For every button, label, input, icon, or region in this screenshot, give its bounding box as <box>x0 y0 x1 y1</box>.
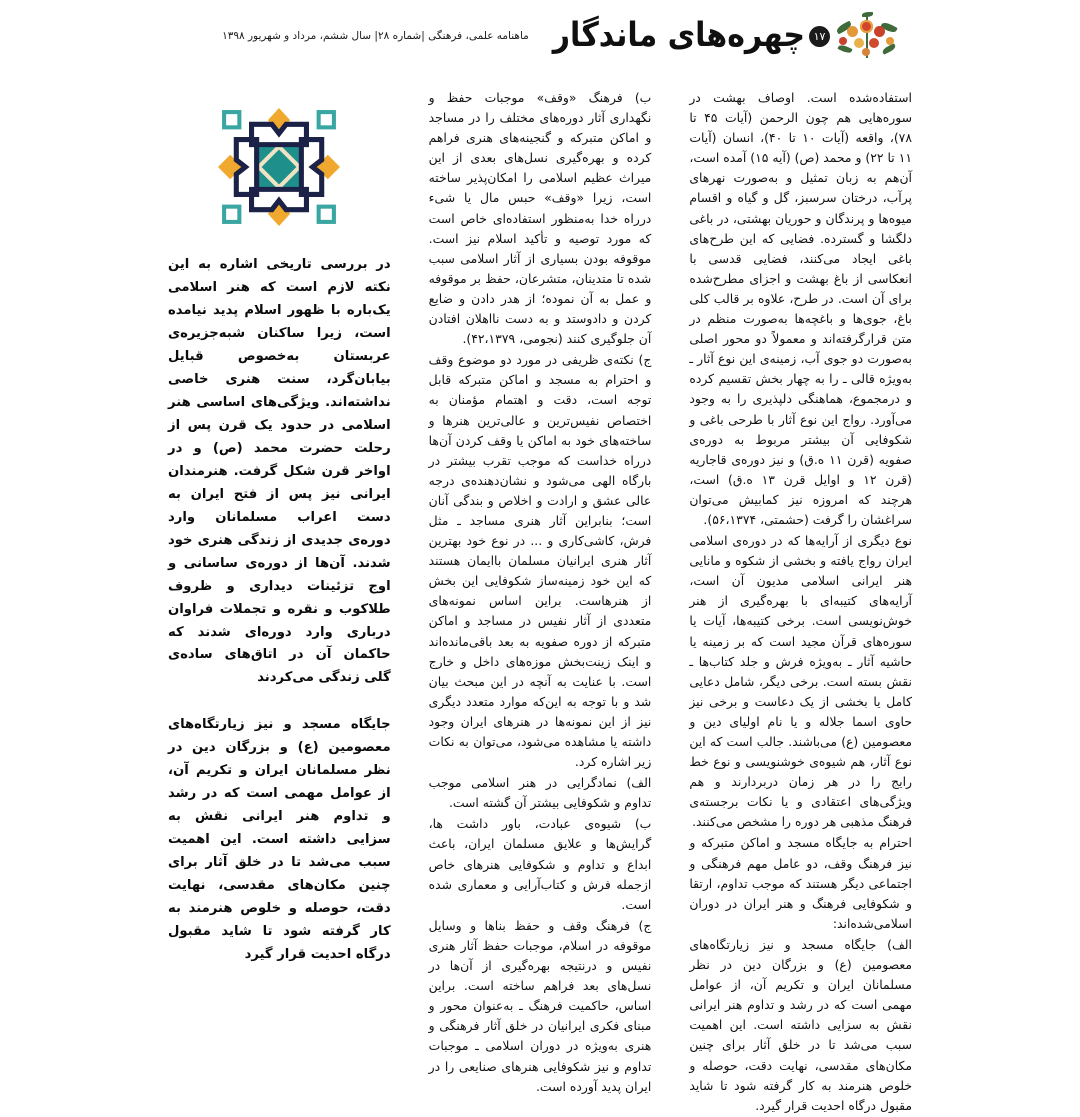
ornament-container <box>168 106 391 228</box>
issue-info-line: ماهنامه علمی، فرهنگی |شماره ۲۸| سال ششم، مرداد و شهریور ۱۳۹۸ <box>222 30 529 42</box>
paragraph: احترام به جایگاه مسجد و اماکن متبرکه و نیز فرهنگ وقف، دو عامل مهم فرهنگی و اجتماعی دیگر هستند که موجب تداوم، ارتقا و شکوفایی فرهنگ و هنر ایران در دوران اسلامی‌شده‌اند: <box>689 835 912 931</box>
article-columns <box>167 88 913 1113</box>
paragraph: نوع دیگری از آرایه‌ها که در دوره‌ی اسلامی ایران رواج یافته و بخشی از شکوه و مانایی هنر ایرانی اسلامی مدیون آن است، آرایه‌های کتیبه‌ای با بهره‌گیری از هنر خوش‌نویسی است. برخی کتیبه‌ها، آیات یا سوره‌های قرآن مجید است که بر زمینه یا حاشیه آثار ـ به‌ویژه فرش و جلد کتاب‌ها ـ نقش بسته است. برخی دیگر، شامل دعایی کامل یا بخشی از یک دعاست و برخی نیز حاوی اسما جلاله و یا نام اولیای دین و معصومین (ع) می‌باشند. جالب است که این نوع آثار، هم شیوه‌ی خوشنویسی و نوع خط رایج را در هر زمان دربردارند و هم ویژگی‌های اعتقادی و یا نکات برجسته‌ی فرهنگ مذهبی هر دوره را مشخص می‌کنند. <box>689 533 912 830</box>
magazine-logo <box>553 10 900 62</box>
lead-paragraph: جایگاه مسجد و نیز زیارتگاه‌های معصومین (ع) و بزرگان دین در نظر مسلمانان ایران و تکریم آن، از عوامل مهمی است که در رشد و تداوم هنر ایرانی نقش به سزایی داشته است. این اهمیت سبب می‌شد تا در خلق آثار برای چنین مکان‌های مقدسی، نهایت دقت، حوصله و خلوص هنرمند به کار گرفته شود تا شاید مقبول درگاه احدیت قرار گیرد <box>167 717 391 963</box>
masthead <box>170 0 900 72</box>
column-right <box>689 88 912 1117</box>
floral-ornament-icon <box>834 10 900 62</box>
paragraph-spacer <box>168 700 391 714</box>
paragraph: ب) فرهنگ «وقف» موجبات حفظ و نگهداری آثار دوره‌های مختلف را در مساجد و اماکن متبرکه و گنجینه‌های هنری فراهم کرده و بهره‌گیری نسل‌های بعدی از این میراث عظیم اسلامی را امکان‌پذیر ساخته است، زیرا «وقف» حبس مال یا شیء درراه خدا به‌منظور استفاده‌ای خاص است که مورد توصیه و تأکید اسلام نیز است. موقوفه بودن بسیاری از آثار اسلامی سبب شده تا متدینان، متشرعان، حفظ بر موقوفه و عمل به آن نموده؛ از هدر دادن و ضایع کردن و دادوستد و به دست نااهلان افتادن آن جلوگیری کنند (نجومی، ۴۲،۱۳۷۹). <box>428 90 652 347</box>
column-middle <box>429 88 652 1098</box>
paragraph: ب) شیوه‌ی عبادت، باور داشت ها، گرایش‌ها و علایق مسلمان ایران، باعث ابداع و تداوم و شکوفایی هنرهای خاص ازجمله فرش و کتاب‌آرایی و معماری شده است. <box>428 816 652 912</box>
page-number-badge: ۱۷ <box>809 26 830 47</box>
magazine-wordmark: چهره‌های ماندگار <box>552 15 805 56</box>
paragraph: ج) فرهنگ وقف و حفظ بناها و وسایل موقوفه در اسلام، موجبات حفظ آثار هنری نفیس و درنتیجه بهره‌گیری از آن‌ها در نسل‌های بعد فراهم ساخته است. براین اساس، حاکمیت فرهنگ ـ به‌عنوان محور و مبنای فکری ایرانیان در خلق آثار فرهنگی و هنری به‌ویژه در دوران اسلامی ـ موجبات تداوم و نیز شکوفایی هنرهای صنایعی را در ایران پدید آورده است. <box>428 917 652 1094</box>
column-left <box>168 88 391 977</box>
geometric-islamic-tile-icon <box>218 106 340 228</box>
paragraph: ج) نکته‌ی ظریفی در مورد دو موضوع وقف و احترام به مسجد و اماکن متبرکه قابل توجه است، دقت و اهتمام مؤمنان به اختصاص نفیس‌ترین و عالی‌ترین هنرها و ساخته‌های خود به اماکن یا وقف کردن آن‌ها درراه خداست که موجب تقرب بیشتر در بارگاه الهی می‌شود و نشان‌دهنده‌ی درجه عالی عشق و ارادت و اخلاص و بندگی آنان است؛ بنابراین آثار هنری مساجد ـ مثل فرش، کاشی‌کاری و ... در نوع خود بهترین آثار هنری ایرانیان مسلمان باایمان هستند که این خود زمینه‌ساز شکوفایی این بخش از هنرهاست. براین اساس نمونه‌های متعددی از آثار نفیس در مساجد و اماکن متبرکه از دوره صفویه به بعد باقی‌مانده‌اند و اینک زینت‌بخش موزه‌های داخل و خارج است. با عنایت به آنچه در این مبحث بیان شد و با توجه به این‌که موارد متعدد دیگری نیز از این نمونه‌ها در هنرهای ایران وجود داشته یا مشاهده می‌شود، می‌توان به نکات زیر اشاره کرد. <box>428 352 652 770</box>
paragraph: الف) جایگاه مسجد و نیز زیارتگاه‌های معصومین (ع) و بزرگان دین در نظر مسلمانان ایران و تکریم آن، از عوامل مهمی است که در رشد و تداوم هنر ایرانی نقش به سزایی داشته است. این اهمیت سبب می‌شد تا در خلق آثار برای چنین مکان‌های مقدسی، نهایت دقت، حوصله و خلوص هنرمند به کار گرفته شود تا شاید مقبول درگاه احدیت قرار گیرد. <box>689 936 912 1113</box>
paragraph: استفاده‌شده است. اوصاف بهشت در سوره‌هایی هم چون الرحمن (آیات ۴۵ تا ۷۸)، واقعه (آیات ۱۰ تا ۴۰)، انسان (آیات ۱۱ تا ۲۲) و محمد (ص) (آیه ۱۵) آمده است، آن‌هم به زبان تمثیل و به‌صورت نهرهای پرآب، درختان سرسبز، گل و گیاه و اقسام میوه‌ها و پرندگان و حوریان بهشتی، در باغی دلگشا و گسترده. فضایی که این طرح‌های باغی ایجاد می‌کنند، فضایی قدسی با انعکاسی از باغ بهشت و اجزای مطرح‌شده برای آن است. در طرح، علاوه بر قالب کلی باغ، جوی‌ها و باغچه‌ها به‌صورت منظم در متن قرارگرفته‌اند و معمولاً دو محور اصلی به‌صورت دو جوی آب، زمینه‌ی این نوع آثار ـ به‌ویژه قالی ـ را به چهار بخش تقسیم کرده و درمجموع، هماهنگی دلپذیری را به وجود می‌آورد. رواج این نوع آثار با طرحی باغی و شکوفایی آن بیشتر مربوط به دوره‌ی صفویه (قرن ۱۱ ه.ق) و نیز دوره‌ی قاجاریه (قرن ۱۲ و اوایل قرن ۱۳ ه.ق) است، هرچند که امروزه نیز کمابیش می‌توان سراغشان را گرفت (حشمتی، ۵۶،۱۳۷۴). <box>689 90 913 527</box>
lead-paragraph: در بررسی تاریخی اشاره به این نکته لازم است که هنر اسلامی یک‌باره با ظهور اسلام پدید نیامده است، زیرا ساکنان شبه‌جزیره‌ی عربستان به‌خصوص قبایل بیابان‌گرد، سنت هنری خاصی نداشته‌اند. ویژگی‌های اساسی هنر اسلامی در حدود یک قرن پس از رحلت حضرت محمد (ص) و در اواخر قرن شکل گرفت. هنرمندان ایرانی نیز پس از فتح ایران به دست اعراب مسلمانان وارد دوره‌ی جدیدی از زندگی هنری خود شدند. آن‌ها از دوره‌ی ساسانی و اوج تزئینات دیداری و ظروف طلاکوب و نقره و تجملات فراوان درباری وارد دوره‌ای شدند که حاکمان آن در اتاق‌های ساده‌ی گلی زندگی می‌کردند <box>167 257 391 686</box>
paragraph: الف) نمادگرایی در هنر اسلامی موجب تداوم و شکوفایی بیشتر آن گشته است. <box>428 775 652 811</box>
